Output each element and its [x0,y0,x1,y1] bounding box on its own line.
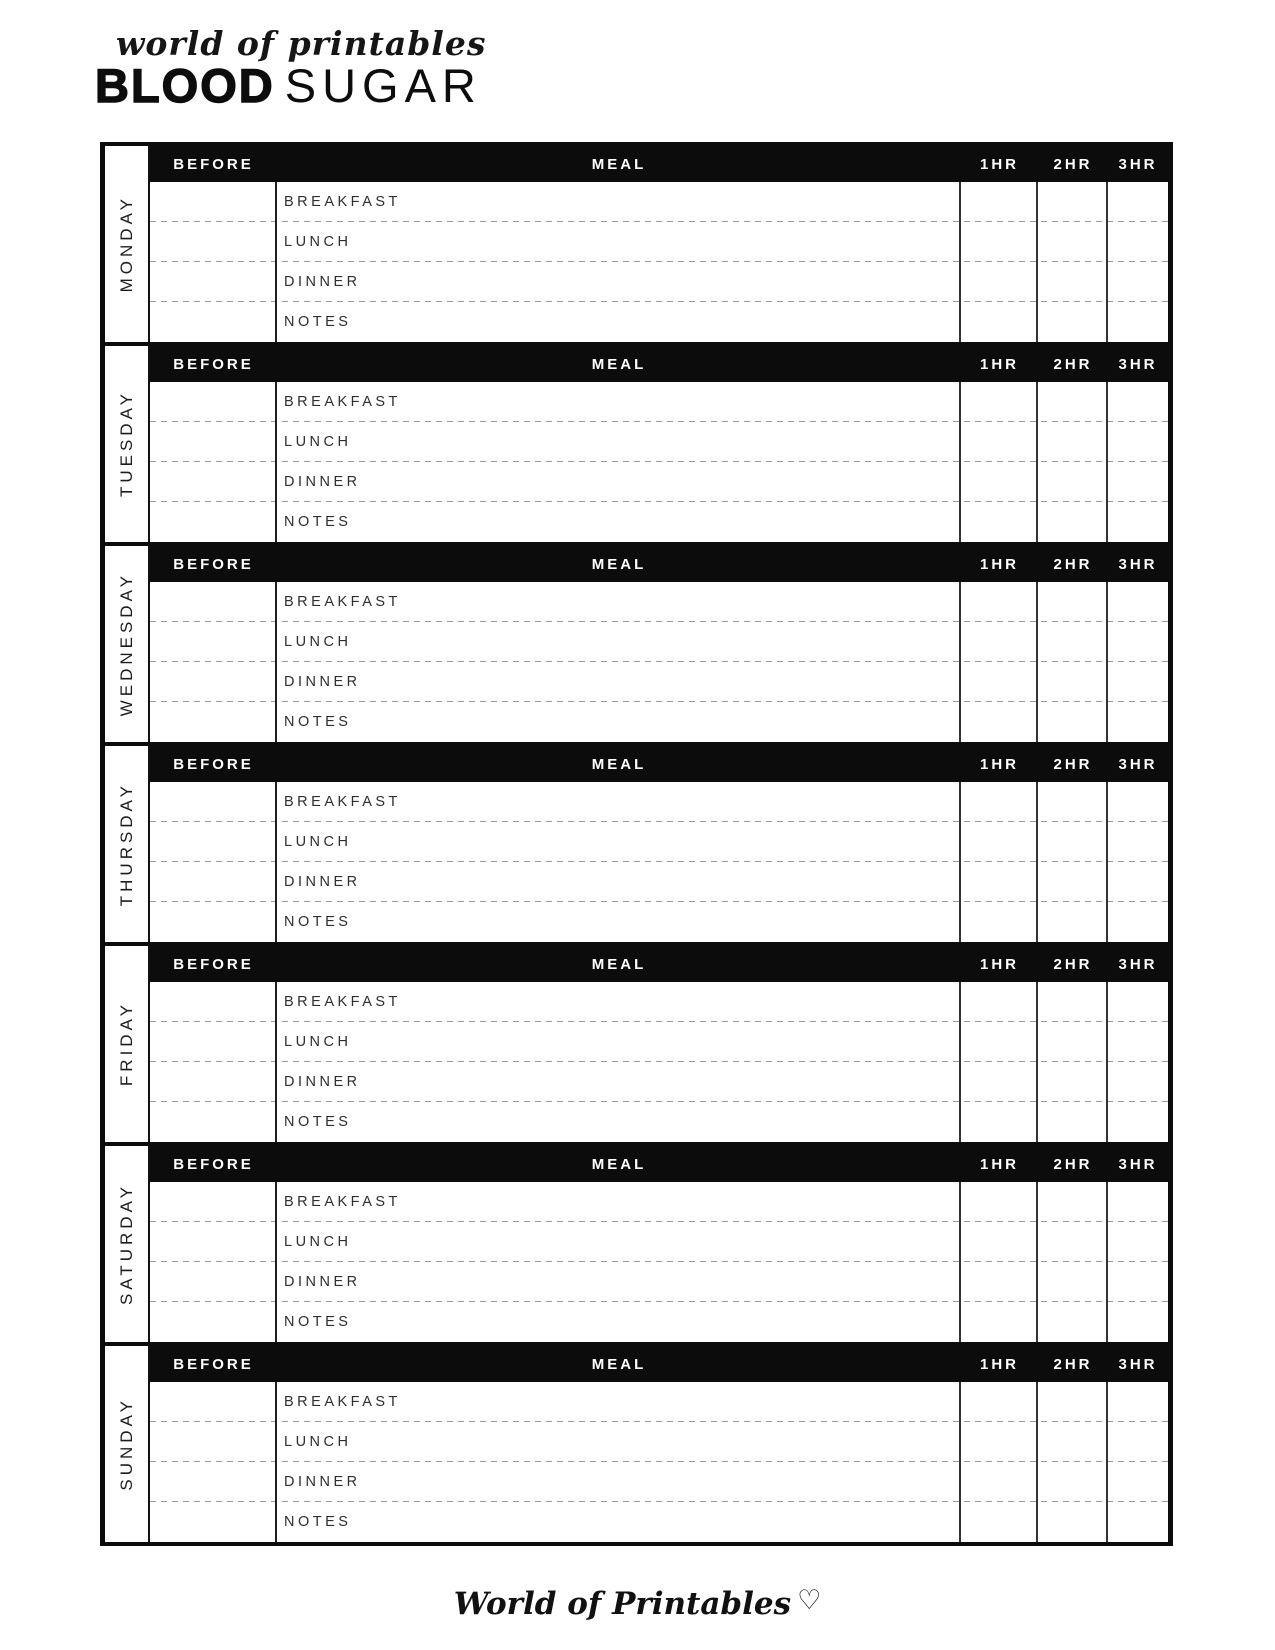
row-label: NOTES [284,514,352,530]
entry-row-notes [150,902,1168,942]
day-section-thursday [105,742,1168,942]
entry-row-breakfast [150,182,1168,222]
col-header-2hr: 2HR [1053,955,1093,973]
2hr-entry-cell[interactable] [1038,622,1108,662]
meal-entry-cell[interactable] [277,862,961,902]
col-header-3hr: 3HR [1118,955,1158,973]
3hr-entry-cell[interactable] [1108,1222,1168,1262]
before-entry-cell[interactable] [150,182,277,222]
entry-row-breakfast [150,382,1168,422]
2hr-entry-cell[interactable] [1038,1182,1108,1222]
2hr-entry-cell[interactable] [1038,182,1108,222]
entry-row-breakfast [150,582,1168,622]
row-label: DINNER [284,1274,361,1290]
2hr-entry-cell[interactable] [1038,862,1108,902]
day-label [105,146,148,342]
entry-row-lunch [150,1222,1168,1262]
day-section-wednesday [105,542,1168,742]
day-label-text: THURSDAY [116,781,136,907]
day-label [105,746,148,942]
meal-entry-cell[interactable] [277,262,961,302]
entry-row-lunch [150,822,1168,862]
row-label: DINNER [284,874,361,890]
meal-entry-cell[interactable] [277,1422,961,1462]
footer-brand-text: World of Printables [453,1586,792,1622]
col-header-3hr: 3HR [1118,155,1158,173]
row-label: DINNER [284,1474,361,1490]
entry-row-dinner [150,862,1168,902]
page-title-light: SUGAR [284,59,482,112]
1hr-entry-cell[interactable] [961,702,1038,742]
3hr-entry-cell[interactable] [1108,1262,1168,1302]
1hr-entry-cell[interactable] [961,822,1038,862]
3hr-entry-cell[interactable] [1108,702,1168,742]
meal-entry-cell[interactable] [277,622,961,662]
before-entry-cell[interactable] [150,1502,277,1542]
1hr-entry-cell[interactable] [961,862,1038,902]
row-label: BREAKFAST [284,594,401,610]
before-entry-cell[interactable] [150,262,277,302]
day-label-text: SATURDAY [116,1182,136,1306]
log-table [100,142,1173,1546]
2hr-entry-cell[interactable] [1038,1222,1108,1262]
2hr-entry-cell[interactable] [1038,702,1108,742]
3hr-entry-cell[interactable] [1108,422,1168,462]
meal-entry-cell[interactable] [277,1182,961,1222]
2hr-entry-cell[interactable] [1038,1302,1108,1342]
1hr-entry-cell[interactable] [961,982,1038,1022]
entry-row-lunch [150,1022,1168,1062]
col-header-2hr: 2HR [1053,155,1093,173]
before-entry-cell[interactable] [150,422,277,462]
meal-entry-cell[interactable] [277,1102,961,1142]
day-column [105,946,150,1142]
day-label [105,546,148,742]
row-label: LUNCH [284,1034,352,1050]
3hr-entry-cell[interactable] [1108,982,1168,1022]
day-column [105,1346,150,1542]
day-section-friday [105,942,1168,1142]
2hr-entry-cell[interactable] [1038,1502,1108,1542]
entry-row-lunch [150,1422,1168,1462]
day-label-text: MONDAY [116,195,136,293]
3hr-entry-cell[interactable] [1108,1382,1168,1422]
col-header-2hr: 2HR [1053,755,1093,773]
before-entry-cell[interactable] [150,1182,277,1222]
col-header-before: BEFORE [173,955,254,973]
1hr-entry-cell[interactable] [961,502,1038,542]
3hr-entry-cell[interactable] [1108,182,1168,222]
meal-entry-cell[interactable] [277,1262,961,1302]
row-label: NOTES [284,1514,352,1530]
2hr-entry-cell[interactable] [1038,662,1108,702]
3hr-entry-cell[interactable] [1108,622,1168,662]
col-header-2hr: 2HR [1053,355,1093,373]
1hr-entry-cell[interactable] [961,1422,1038,1462]
meal-entry-cell[interactable] [277,182,961,222]
col-header-meal: MEAL [591,955,647,973]
entry-row-notes [150,702,1168,742]
col-header-before: BEFORE [173,155,254,173]
day-label-text: FRIDAY [116,1001,136,1087]
entry-row-notes [150,1102,1168,1142]
2hr-entry-cell[interactable] [1038,462,1108,502]
before-entry-cell[interactable] [150,382,277,422]
before-entry-cell[interactable] [150,1382,277,1422]
meal-entry-cell[interactable] [277,982,961,1022]
day-label-text: SUNDAY [116,1397,136,1491]
row-label: NOTES [284,714,352,730]
entry-row-dinner [150,1462,1168,1502]
column-header-row [150,946,1168,982]
meal-entry-cell[interactable] [277,662,961,702]
1hr-entry-cell[interactable] [961,182,1038,222]
1hr-entry-cell[interactable] [961,262,1038,302]
2hr-entry-cell[interactable] [1038,422,1108,462]
col-header-before: BEFORE [173,1155,254,1173]
before-entry-cell[interactable] [150,1302,277,1342]
3hr-entry-cell[interactable] [1108,1022,1168,1062]
2hr-entry-cell[interactable] [1038,1422,1108,1462]
row-label: NOTES [284,314,352,330]
3hr-entry-cell[interactable] [1108,782,1168,822]
1hr-entry-cell[interactable] [961,1222,1038,1262]
2hr-entry-cell[interactable] [1038,1382,1108,1422]
day-label [105,946,148,1142]
entry-row-dinner [150,662,1168,702]
meal-entry-cell[interactable] [277,502,961,542]
col-header-meal: MEAL [591,1155,647,1173]
row-label: NOTES [284,1314,352,1330]
meal-entry-cell[interactable] [277,822,961,862]
2hr-entry-cell[interactable] [1038,902,1108,942]
3hr-entry-cell[interactable] [1108,1302,1168,1342]
1hr-entry-cell[interactable] [961,1102,1038,1142]
before-entry-cell[interactable] [150,1462,277,1502]
3hr-entry-cell[interactable] [1108,382,1168,422]
2hr-entry-cell[interactable] [1038,382,1108,422]
entry-row-dinner [150,1062,1168,1102]
row-label: NOTES [284,914,352,930]
meal-entry-cell[interactable] [277,1222,961,1262]
before-entry-cell[interactable] [150,1262,277,1302]
col-header-2hr: 2HR [1053,555,1093,573]
3hr-entry-cell[interactable] [1108,1062,1168,1102]
2hr-entry-cell[interactable] [1038,1022,1108,1062]
col-header-1hr: 1HR [979,1155,1019,1173]
meal-entry-cell[interactable] [277,302,961,342]
before-entry-cell[interactable] [150,582,277,622]
day-column [105,1146,150,1342]
day-label [105,1146,148,1342]
1hr-entry-cell[interactable] [961,1022,1038,1062]
meal-entry-cell[interactable] [277,1462,961,1502]
row-label: BREAKFAST [284,1394,401,1410]
day-section-tuesday [105,342,1168,542]
before-entry-cell[interactable] [150,502,277,542]
before-entry-cell[interactable] [150,462,277,502]
day-section-sunday [105,1342,1168,1542]
entry-row-lunch [150,422,1168,462]
entry-row-notes [150,1502,1168,1542]
3hr-entry-cell[interactable] [1108,822,1168,862]
3hr-entry-cell[interactable] [1108,862,1168,902]
2hr-entry-cell[interactable] [1038,1062,1108,1102]
1hr-entry-cell[interactable] [961,902,1038,942]
meal-entry-cell[interactable] [277,1382,961,1422]
2hr-entry-cell[interactable] [1038,1102,1108,1142]
2hr-entry-cell[interactable] [1038,302,1108,342]
column-header-row [150,146,1168,182]
1hr-entry-cell[interactable] [961,302,1038,342]
col-header-before: BEFORE [173,1355,254,1373]
column-header-row [150,346,1168,382]
3hr-entry-cell[interactable] [1108,1102,1168,1142]
col-header-1hr: 1HR [979,1355,1019,1373]
1hr-entry-cell[interactable] [961,1262,1038,1302]
col-header-3hr: 3HR [1118,1155,1158,1173]
3hr-entry-cell[interactable] [1108,582,1168,622]
before-entry-cell[interactable] [150,662,277,702]
1hr-entry-cell[interactable] [961,662,1038,702]
row-label: BREAKFAST [284,794,401,810]
before-entry-cell[interactable] [150,1022,277,1062]
col-header-3hr: 3HR [1118,555,1158,573]
row-label: LUNCH [284,1234,352,1250]
1hr-entry-cell[interactable] [961,422,1038,462]
meal-entry-cell[interactable] [277,782,961,822]
2hr-entry-cell[interactable] [1038,782,1108,822]
1hr-entry-cell[interactable] [961,1062,1038,1102]
column-header-row [150,1146,1168,1182]
day-column [105,346,150,542]
entry-row-notes [150,1302,1168,1342]
meal-entry-cell[interactable] [277,902,961,942]
before-entry-cell[interactable] [150,822,277,862]
row-label: LUNCH [284,434,352,450]
entry-row-breakfast [150,982,1168,1022]
col-header-meal: MEAL [591,555,647,573]
col-header-1hr: 1HR [979,155,1019,173]
meal-entry-cell[interactable] [277,462,961,502]
1hr-entry-cell[interactable] [961,1182,1038,1222]
row-label: BREAKFAST [284,994,401,1010]
column-header-row [150,746,1168,782]
3hr-entry-cell[interactable] [1108,1462,1168,1502]
meal-entry-cell[interactable] [277,382,961,422]
3hr-entry-cell[interactable] [1108,902,1168,942]
before-entry-cell[interactable] [150,982,277,1022]
2hr-entry-cell[interactable] [1038,982,1108,1022]
3hr-entry-cell[interactable] [1108,1502,1168,1542]
entry-row-dinner [150,1262,1168,1302]
column-header-row [150,1346,1168,1382]
col-header-1hr: 1HR [979,555,1019,573]
col-header-meal: MEAL [591,755,647,773]
before-entry-cell[interactable] [150,702,277,742]
1hr-entry-cell[interactable] [961,1502,1038,1542]
1hr-entry-cell[interactable] [961,222,1038,262]
entry-row-lunch [150,222,1168,262]
3hr-entry-cell[interactable] [1108,662,1168,702]
1hr-entry-cell[interactable] [961,1462,1038,1502]
day-section-saturday [105,1142,1168,1342]
meal-entry-cell[interactable] [277,1302,961,1342]
3hr-entry-cell[interactable] [1108,1182,1168,1222]
col-header-meal: MEAL [591,1355,647,1373]
before-entry-cell[interactable] [150,302,277,342]
col-header-3hr: 3HR [1118,755,1158,773]
row-label: LUNCH [284,634,352,650]
before-entry-cell[interactable] [150,622,277,662]
day-label-text: TUESDAY [116,390,136,498]
entry-row-notes [150,302,1168,342]
entry-row-notes [150,502,1168,542]
3hr-entry-cell[interactable] [1108,302,1168,342]
col-header-3hr: 3HR [1118,1355,1158,1373]
before-entry-cell[interactable] [150,902,277,942]
entry-row-dinner [150,262,1168,302]
1hr-entry-cell[interactable] [961,462,1038,502]
2hr-entry-cell[interactable] [1038,1262,1108,1302]
3hr-entry-cell[interactable] [1108,262,1168,302]
entry-row-dinner [150,462,1168,502]
row-label: DINNER [284,674,361,690]
before-entry-cell[interactable] [150,222,277,262]
row-label: BREAKFAST [284,1194,401,1210]
col-header-1hr: 1HR [979,955,1019,973]
row-label: BREAKFAST [284,394,401,410]
meal-entry-cell[interactable] [277,422,961,462]
entry-row-breakfast [150,1182,1168,1222]
before-entry-cell[interactable] [150,1102,277,1142]
meal-entry-cell[interactable] [277,1502,961,1542]
day-label [105,1346,148,1542]
3hr-entry-cell[interactable] [1108,462,1168,502]
row-label: DINNER [284,474,361,490]
meal-entry-cell[interactable] [277,222,961,262]
2hr-entry-cell[interactable] [1038,502,1108,542]
row-label: LUNCH [284,834,352,850]
entry-row-breakfast [150,1382,1168,1422]
before-entry-cell[interactable] [150,1062,277,1102]
before-entry-cell[interactable] [150,782,277,822]
col-header-2hr: 2HR [1053,1155,1093,1173]
row-label: LUNCH [284,1434,352,1450]
day-section-monday [105,142,1168,342]
meal-entry-cell[interactable] [277,1022,961,1062]
day-column [105,746,150,942]
3hr-entry-cell[interactable] [1108,1422,1168,1462]
row-label: LUNCH [284,234,352,250]
3hr-entry-cell[interactable] [1108,502,1168,542]
col-header-before: BEFORE [173,355,254,373]
2hr-entry-cell[interactable] [1038,222,1108,262]
before-entry-cell[interactable] [150,862,277,902]
2hr-entry-cell[interactable] [1038,262,1108,302]
1hr-entry-cell[interactable] [961,582,1038,622]
col-header-1hr: 1HR [979,755,1019,773]
before-entry-cell[interactable] [150,1422,277,1462]
column-header-row [150,546,1168,582]
col-header-3hr: 3HR [1118,355,1158,373]
1hr-entry-cell[interactable] [961,1302,1038,1342]
1hr-entry-cell[interactable] [961,382,1038,422]
3hr-entry-cell[interactable] [1108,222,1168,262]
col-header-1hr: 1HR [979,355,1019,373]
1hr-entry-cell[interactable] [961,1382,1038,1422]
col-header-meal: MEAL [591,155,647,173]
col-header-before: BEFORE [173,555,254,573]
entry-row-breakfast [150,782,1168,822]
page-title-bold: BLOOD [95,59,275,112]
footer-brand [0,1586,1275,1622]
day-column [105,146,150,342]
1hr-entry-cell[interactable] [961,782,1038,822]
brand-script-logo: world of printables [116,24,487,63]
day-label-text: WEDNESDAY [116,571,136,717]
row-label: DINNER [284,274,361,290]
col-header-before: BEFORE [173,755,254,773]
meal-entry-cell[interactable] [277,702,961,742]
meal-entry-cell[interactable] [277,582,961,622]
1hr-entry-cell[interactable] [961,622,1038,662]
heart-icon: ♡ [797,1585,822,1616]
before-entry-cell[interactable] [150,1222,277,1262]
2hr-entry-cell[interactable] [1038,582,1108,622]
row-label: BREAKFAST [284,194,401,210]
entry-row-lunch [150,622,1168,662]
day-label [105,346,148,542]
row-label: NOTES [284,1114,352,1130]
day-column [105,546,150,742]
page-title [95,59,482,112]
col-header-meal: MEAL [591,355,647,373]
meal-entry-cell[interactable] [277,1062,961,1102]
row-label: DINNER [284,1074,361,1090]
2hr-entry-cell[interactable] [1038,822,1108,862]
col-header-2hr: 2HR [1053,1355,1093,1373]
2hr-entry-cell[interactable] [1038,1462,1108,1502]
